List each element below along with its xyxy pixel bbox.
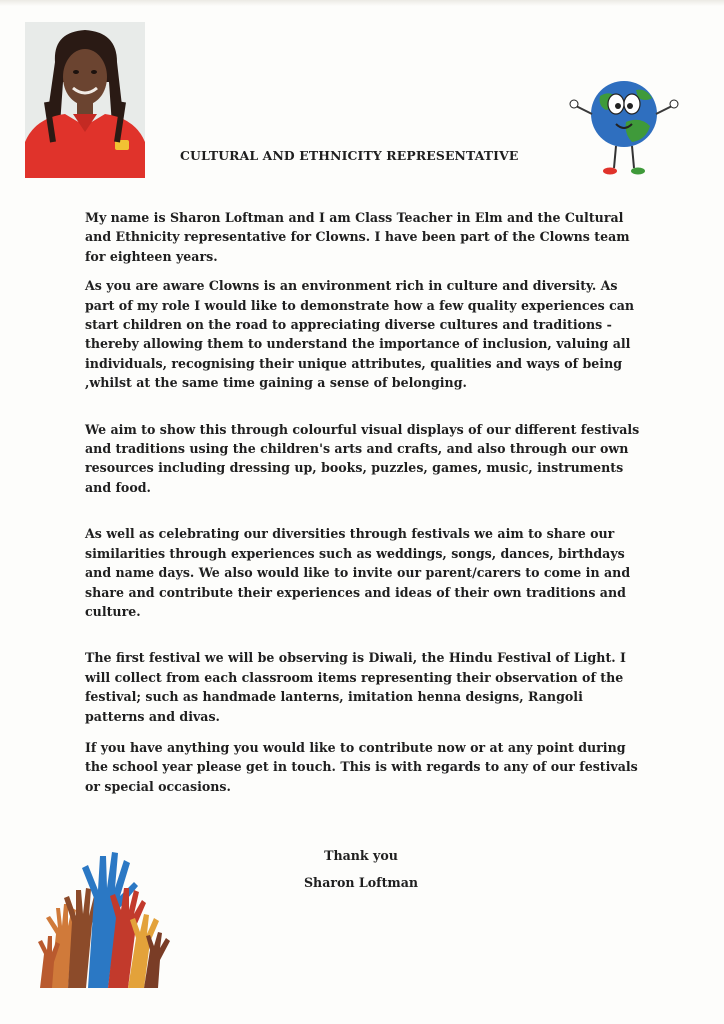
page-title: CULTURAL AND ETHNICITY REPRESENTATIVE: [180, 148, 519, 163]
paragraph-diwali: The first festival we will be observing is Diwali, the Hindu Festival of Light. I will collect from each classroom items representing their observation of the festival; such as handmade lanterns, imitation henna designs, Rangoli patterns and divas.: [85, 650, 626, 724]
signoff-name: Sharon Loftman: [303, 875, 419, 890]
raised-hands-illustration: [38, 838, 178, 988]
paragraph-displays: We aim to show this through colourful visual displays of our different festivals and traditions using the children's arts and crafts, and also through our own resources including dressing up, books, puzzles, games, music, instruments and food.: [85, 421, 640, 495]
paragraph-introduction: My name is Sharon Loftman and I am Class Teacher in Elm and the Cultural and Ethnicity representative for Clowns. I have been part of the Clowns team for eighteen years.: [85, 210, 630, 264]
paragraph-contribute: If you have anything you would like to contribute now or at any point during the school year please get in touch. This is with regards to any of our festivals or special occasions.: [85, 739, 638, 794]
scan-edge: [0, 0, 724, 6]
signoff: [296, 848, 426, 902]
teacher-portrait-photo: [25, 22, 145, 178]
cartoon-globe-illustration: [566, 76, 682, 180]
signoff-thanks: Thank you: [324, 848, 398, 863]
paragraph-celebrations: As well as celebrating our diversities through festivals we aim to share our similarities through experiences such as weddings, songs, dances, birthdays and name days. We also would like to invite our parent/carers to come in and share and contribute their experiences and ideas of their own traditions and culture.: [85, 526, 631, 619]
letter-body: [85, 208, 645, 796]
paragraph-culture-diversity: As you are aware Clowns is an environment rich in culture and diversity. As part of my role I would like to demonstrate how a few quality experiences can start children on the road to appreciating diverse cultures and traditions - thereby allowing them to understand the importance of inclusion, valuing all individuals, recognising their unique attributes, qualities and ways of being ,whilst at the same time gaining a sense of belonging.: [85, 278, 635, 391]
